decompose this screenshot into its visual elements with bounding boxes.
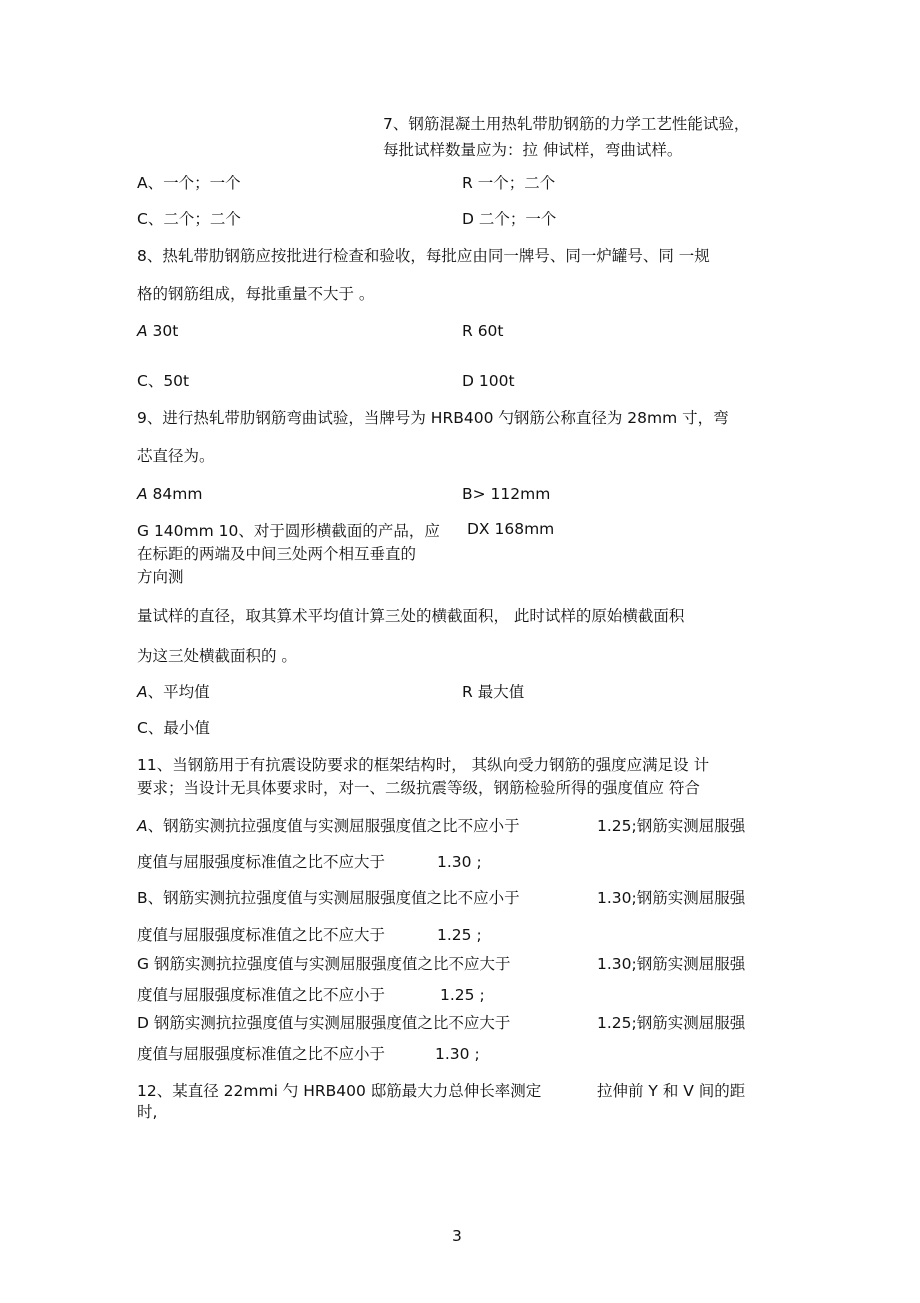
q10-option-a [137, 682, 210, 702]
q7-option-c: C、二个；二个 [137, 210, 241, 228]
q7-stem-line2: 每批试样数量应为：拉 伸试样，弯曲试样。 [383, 141, 683, 159]
q7-option-d: D 二个；一个 [462, 210, 557, 228]
q10-option-c: C、最小值 [137, 719, 210, 737]
q7-option-b: R 一个；二个 [462, 174, 556, 192]
q11-option-d-value: 1.25;钢筋实测屈服强 [597, 1014, 746, 1032]
q12-stem-line1b: 时, [137, 1103, 158, 1121]
q8-option-a [137, 321, 178, 341]
q9-option-d: DX 168mm [467, 520, 555, 538]
q11-option-b-value2: 1.25 ; [437, 926, 482, 944]
q9-stem-line1: 9、进行热轧带肋钢筋弯曲试验，当牌号为 HRB400 勺钢筋公称直径为 28mm 寸，弯 [137, 409, 729, 427]
q11-option-d-value2: 1.30 ; [435, 1045, 480, 1063]
q9-stem-line2: 芯直径为。 [137, 447, 215, 465]
q9-option-b: B> 112mm [462, 485, 551, 503]
q10-option-a-letter: A [137, 683, 148, 701]
q7-option-a: A、一个；一个 [137, 174, 241, 192]
q11-option-a-line2: 度值与屈服强度标准值之比不应大于 [137, 853, 386, 871]
q11-option-c: G 钢筋实测抗拉强度值与实测屈服强度值之比不应大于 [137, 955, 511, 973]
q9-option-a-text: 84mm [147, 485, 203, 503]
q10-option-b: R 最大值 [462, 683, 525, 701]
q8-option-b: R 60t [462, 322, 504, 340]
q10-stem-cont2: 方向测 [137, 568, 184, 586]
q9-option-c-q10-start: G 140mm 10、对于圆形横截面的产品，应 [137, 522, 440, 540]
q11-option-a-text: 、钢筋实测抗拉强度值与实测屈服强度值之比不应小于 [147, 817, 520, 835]
q11-option-a-value: 1.25;钢筋实测屈服强 [597, 817, 746, 835]
q11-option-d: D 钢筋实测抗拉强度值与实测屈服强度值之比不应大于 [137, 1014, 511, 1032]
q11-option-d-line2: 度值与屈服强度标准值之比不应小于 [137, 1045, 386, 1063]
q11-stem-line2: 要求；当设计无具体要求时，对一、二级抗震等级，钢筋检验所得的强度值应 符合 [137, 779, 700, 797]
q8-stem-line1: 8、热轧带肋钢筋应按批进行检查和验收，每批应由同一牌号、同一炉罐号、同 一规 [137, 247, 710, 265]
q8-option-a-text: 30t [147, 322, 179, 340]
q9-option-a [137, 484, 202, 504]
page-number: 3 [452, 1227, 462, 1245]
q8-option-a-letter: A [137, 322, 148, 340]
q11-option-a [137, 816, 520, 836]
q10-option-a-text: 、平均值 [147, 683, 210, 701]
q11-option-a-letter: A [137, 817, 148, 835]
q11-stem-line1: 11、当钢筋用于有抗震设防要求的框架结构时， 其纵向受力钢筋的强度应满足设 计 [137, 756, 710, 774]
q8-stem-line2: 格的钢筋组成，每批重量不大于 。 [137, 285, 375, 303]
q7-stem-line1: 7、钢筋混凝土用热轧带肋钢筋的力学工艺性能试验， [383, 115, 750, 133]
q12-stem-right: 拉伸前 Y 和 V 间的距 [597, 1082, 746, 1100]
q11-option-b-value: 1.30;钢筋实测屈服强 [597, 889, 746, 907]
q11-option-c-line2: 度值与屈服强度标准值之比不应小于 [137, 986, 386, 1004]
q10-stem-cont1: 在标距的两端及中间三处两个相互垂直的 [137, 545, 417, 563]
q8-option-d: D 100t [462, 372, 515, 390]
q11-option-c-value: 1.30;钢筋实测屈服强 [597, 955, 746, 973]
q11-option-b: B、钢筋实测抗拉强度值与实测屈服强度值之比不应小于 [137, 889, 520, 907]
q8-option-c: C、50t [137, 372, 190, 390]
q11-option-a-value2: 1.30 ; [437, 853, 482, 871]
q11-option-b-line2: 度值与屈服强度标准值之比不应大于 [137, 926, 386, 944]
q10-stem-line3: 量试样的直径，取其算术平均值计算三处的横截面积， 此时试样的原始横截面积 [137, 607, 685, 625]
q12-stem-line1: 12、某直径 22mmi 勺 HRB400 邸筋最大力总伸长率测定 [137, 1082, 542, 1100]
q11-option-c-value2: 1.25 ; [440, 986, 485, 1004]
q10-stem-line4: 为这三处横截面积的 。 [137, 647, 297, 665]
q9-option-a-letter: A [137, 485, 148, 503]
